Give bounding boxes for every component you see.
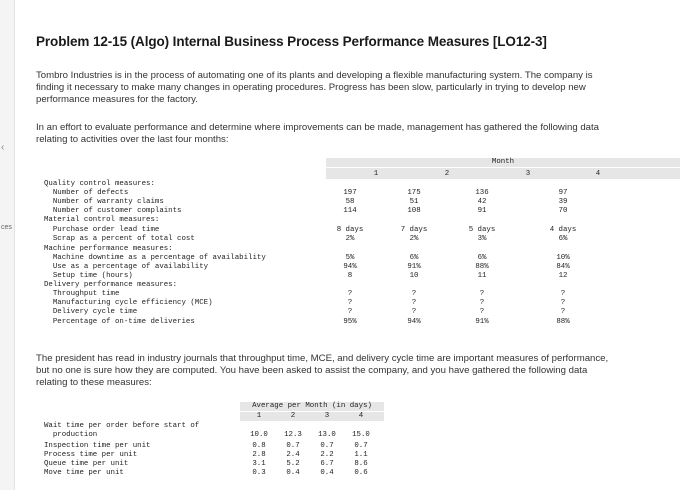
table-cell: 6.7	[320, 460, 334, 468]
table-cell: 0.6	[354, 469, 368, 477]
table-cell: 10	[409, 272, 419, 280]
table-cell: 58	[345, 198, 355, 206]
paragraph-line: finding it necessary to make many changes in operating procedures. Progress has been slow, particularly in trying to develop new	[36, 82, 586, 93]
table-cell: 5%	[345, 254, 355, 262]
table-cell: 10%	[556, 254, 570, 262]
table-cell: 70	[558, 207, 568, 215]
table-cell: 136	[475, 189, 489, 197]
average-time-table	[44, 402, 384, 486]
table-cell: 12.3	[284, 431, 302, 439]
table-cell: 51	[409, 198, 419, 206]
table-cell: 95%	[343, 318, 357, 326]
table-cell: 42	[477, 198, 487, 206]
row-label: Inspection time per unit	[44, 442, 151, 450]
table-cell: 88%	[475, 263, 489, 271]
table-cell: 13.0	[318, 431, 336, 439]
month-group-header: Month	[491, 158, 515, 166]
table-cell: 5 days	[468, 226, 496, 234]
data-paragraph	[36, 122, 666, 146]
row-label: Move time per unit	[44, 469, 124, 477]
table-cell: 5.2	[286, 460, 300, 468]
row-label: Quality control measures:	[44, 180, 155, 188]
row-label: production	[44, 431, 98, 439]
paragraph-line: In an effort to evaluate performance and determine where improvements can be made, management has gathered the following data	[36, 122, 599, 133]
row-label: Machine performance measures:	[44, 245, 173, 253]
table-cell: 197	[343, 189, 357, 197]
table-cell: 12	[558, 272, 568, 280]
row-label: Manufacturing cycle efficiency (MCE)	[44, 299, 213, 307]
table-cell: 175	[407, 189, 421, 197]
table-cell: ?	[560, 290, 566, 298]
table-cell: 3.1	[252, 460, 266, 468]
paragraph-line: but no one is sure how they are computed. You have been asked to assist the company, and you have gathered the following data	[36, 365, 588, 376]
table-cell: 2.8	[252, 451, 266, 459]
table-cell: 8 days	[336, 226, 364, 234]
table-cell: ?	[347, 299, 353, 307]
table-cell: 2%	[345, 235, 355, 243]
table-cell: 0.4	[286, 469, 300, 477]
table-cell: ?	[347, 308, 353, 316]
row-label: Material control measures:	[44, 216, 160, 224]
chevron-left-icon[interactable]: ‹	[1, 142, 5, 153]
average-group-header: Average per Month (in days)	[252, 402, 372, 410]
month-header: 4	[358, 412, 364, 420]
row-label: Delivery performance measures:	[44, 281, 178, 289]
month-header: 2	[444, 170, 450, 178]
table-cell: 6%	[409, 254, 419, 262]
row-label: Setup time (hours)	[44, 272, 133, 280]
table-cell: 6%	[558, 235, 568, 243]
paragraph-line: relating to these measures:	[36, 377, 152, 388]
table-cell: 91	[477, 207, 487, 215]
table-cell: 0.3	[252, 469, 266, 477]
table-cell: 91%	[407, 263, 421, 271]
sidebar-label: ces	[1, 224, 12, 231]
table-cell: 0.7	[286, 442, 300, 450]
table-cell: 94%	[407, 318, 421, 326]
table-cell: 0.7	[354, 442, 368, 450]
table-cell: 1.1	[354, 451, 368, 459]
row-label: Throughput time	[44, 290, 120, 298]
table-cell: ?	[411, 308, 417, 316]
month-header: 2	[290, 412, 296, 420]
table-cell: ?	[347, 290, 353, 298]
table-cell: ?	[411, 299, 417, 307]
table-cell: 108	[407, 207, 421, 215]
table-cell: 7 days	[400, 226, 428, 234]
table-cell: 2.4	[286, 451, 300, 459]
problem-title: Problem 12-15 (Algo) Internal Business Process Performance Measures [LO12-3]	[36, 34, 547, 49]
table-cell: ?	[479, 299, 485, 307]
table-cell: 6%	[477, 254, 487, 262]
row-label: Use as a percentage of availability	[44, 263, 209, 271]
row-label: Delivery cycle time	[44, 308, 138, 316]
table-cell: 0.7	[320, 442, 334, 450]
month-header: 4	[595, 170, 601, 178]
table-cell: 94%	[343, 263, 357, 271]
performance-data-table	[44, 158, 680, 345]
row-label: Scrap as a percent of total cost	[44, 235, 195, 243]
table-cell: 4 days	[549, 226, 577, 234]
month-header: 1	[373, 170, 379, 178]
row-label: Process time per unit	[44, 451, 138, 459]
row-label: Percentage of on-time deliveries	[44, 318, 195, 326]
table-cell: 15.0	[352, 431, 370, 439]
table-cell: 0.4	[320, 469, 334, 477]
table-cell: ?	[479, 308, 485, 316]
table-cell: 114	[343, 207, 357, 215]
row-label: Machine downtime as a percentage of availability	[44, 254, 266, 262]
row-label: Number of customer complaints	[44, 207, 182, 215]
table-cell: ?	[560, 299, 566, 307]
table-cell: 10.0	[250, 431, 268, 439]
table-cell: 2%	[409, 235, 419, 243]
table-cell: 3%	[477, 235, 487, 243]
table-cell: 2.2	[320, 451, 334, 459]
table-cell: ?	[479, 290, 485, 298]
president-paragraph	[36, 353, 666, 389]
paragraph-line: relating to activities over the last four months:	[36, 134, 229, 145]
table-cell: 97	[558, 189, 568, 197]
paragraph-line: performance measures for the factory.	[36, 94, 198, 105]
month-header: 1	[256, 412, 262, 420]
left-rail	[0, 0, 15, 490]
table-cell: 39	[558, 198, 568, 206]
table-cell: 8	[347, 272, 353, 280]
table-cell: 91%	[475, 318, 489, 326]
table-cell: 0.8	[252, 442, 266, 450]
table-cell: ?	[411, 290, 417, 298]
row-label: Number of warranty claims	[44, 198, 164, 206]
paragraph-line: Tombro Industries is in the process of automating one of its plants and developing a flexible manufacturing system. The company is	[36, 70, 593, 81]
row-label: Number of defects	[44, 189, 129, 197]
row-label: Queue time per unit	[44, 460, 129, 468]
paragraph-line: The president has read in industry journals that throughput time, MCE, and delivery cycle time are important measures of performance,	[36, 353, 609, 364]
table-cell: 88%	[556, 318, 570, 326]
table-cell: ?	[560, 308, 566, 316]
table-cell: 84%	[556, 263, 570, 271]
month-header: 3	[324, 412, 330, 420]
table-cell: 11	[477, 272, 487, 280]
row-label: Wait time per order before start of	[44, 422, 200, 430]
intro-paragraph	[36, 70, 666, 106]
table-cell: 8.6	[354, 460, 368, 468]
month-header: 3	[525, 170, 531, 178]
row-label: Purchase order lead time	[44, 226, 160, 234]
